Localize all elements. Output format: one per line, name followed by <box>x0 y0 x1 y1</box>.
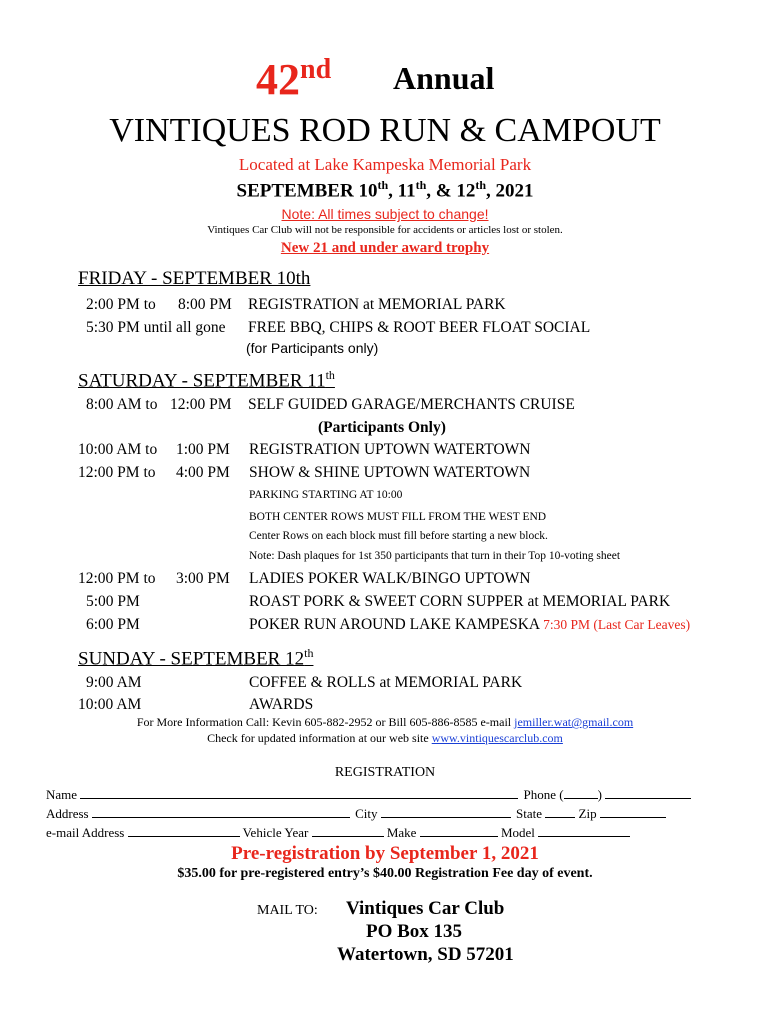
time-start: 5:00 PM <box>86 593 140 610</box>
time-start: 12:00 PM to <box>78 570 156 587</box>
time-start: 5:30 PM until all gone <box>86 319 226 336</box>
saturday-heading-text: SATURDAY - SEPTEMBER 11 <box>78 370 326 392</box>
city-field[interactable] <box>381 805 511 818</box>
anniversary-suffix: nd <box>300 54 332 85</box>
date-sup: th <box>377 178 389 192</box>
make-label: Make <box>386 825 417 840</box>
email-link[interactable]: jemiller.wat@gmail.com <box>514 715 634 729</box>
mail-city: Watertown, SD 57201 <box>337 944 514 965</box>
state-label: State <box>516 806 543 821</box>
date-sup: th <box>415 178 427 192</box>
parking-note: PARKING STARTING AT 10:00 <box>249 489 403 501</box>
time-start: 10:00 AM to <box>78 441 158 458</box>
sunday-heading-text: SUNDAY - SEPTEMBER 12 <box>78 648 305 670</box>
anniversary-number: 42 <box>256 55 300 104</box>
website-line <box>0 731 770 746</box>
date-part: , 11 <box>388 180 416 202</box>
contact-line <box>0 715 770 730</box>
award-note: New 21 and under award trophy <box>280 240 490 256</box>
event-dates <box>0 178 770 202</box>
date-part: SEPTEMBER 10 <box>236 180 378 202</box>
date-sup: th <box>475 178 486 192</box>
time-start: 6:00 PM <box>86 616 140 633</box>
address-label: Address <box>46 806 89 821</box>
registration-line-1 <box>46 786 691 803</box>
time-start: 9:00 AM <box>86 674 142 691</box>
website-text: Check for updated information at our web site <box>207 731 429 745</box>
name-field[interactable] <box>80 786 518 799</box>
event-desc: FREE BBQ, CHIPS & ROOT BEER FLOAT SOCIAL <box>248 319 591 336</box>
mail-to-label: MAIL TO: <box>257 903 318 918</box>
name-label: Name <box>46 787 78 802</box>
event-desc: REGISTRATION at MEMORIAL PARK <box>248 296 506 313</box>
phone-area-field[interactable] <box>564 786 598 799</box>
mail-name: Vintiques Car Club <box>346 898 505 919</box>
zip-label: Zip <box>578 806 597 821</box>
registration-line-3 <box>46 824 630 841</box>
event-desc: AWARDS <box>249 696 314 713</box>
event-desc: COFFEE & ROLLS at MEMORIAL PARK <box>249 674 523 691</box>
fees: $35.00 for pre-registered entry’s $40.00 Registration Fee day of event. <box>177 866 593 881</box>
heading-sup: th <box>304 646 314 660</box>
city-label: City <box>355 806 378 821</box>
heading-sup: th <box>325 368 335 382</box>
saturday-heading <box>78 368 335 392</box>
center-rows-note: BOTH CENTER ROWS MUST FILL FROM THE WEST END <box>249 511 547 523</box>
event-desc: LADIES POKER WALK/BINGO UPTOWN <box>249 570 531 587</box>
date-part: , & 12 <box>426 180 476 202</box>
last-car-time: 7:30 PM (Last Car Leaves) <box>543 617 691 632</box>
time-start: 10:00 AM <box>78 696 142 713</box>
time-end: 8:00 PM <box>178 296 232 313</box>
contact-text: For More Information Call: Kevin 605-882-2952 or Bill 605-886-8585 e-mail <box>136 715 512 729</box>
time-end: 3:00 PM <box>176 570 230 587</box>
time-end: 1:00 PM <box>176 441 230 458</box>
participants-only: (Participants Only) <box>318 419 446 436</box>
registration-title: REGISTRATION <box>334 765 436 780</box>
location: Located at Lake Kampeska Memorial Park <box>238 155 532 174</box>
event-desc <box>249 616 690 634</box>
make-field[interactable] <box>420 824 498 837</box>
prereg-deadline: Pre-registration by September 1, 2021 <box>231 843 539 864</box>
time-start: 2:00 PM to <box>86 296 156 313</box>
sunday-heading <box>78 646 313 670</box>
email-field[interactable] <box>128 824 240 837</box>
page-title: VINTIQUES ROD RUN & CAMPOUT <box>109 112 661 149</box>
vehicle-year-field[interactable] <box>312 824 384 837</box>
state-field[interactable] <box>545 805 575 818</box>
event-desc: SELF GUIDED GARAGE/MERCHANTS CRUISE <box>248 396 575 413</box>
disclaimer: Vintiques Car Club will not be responsible for accidents or articles lost or stolen. <box>207 224 563 236</box>
title-number <box>256 44 331 106</box>
vehicle-year-label: Vehicle Year <box>242 825 309 840</box>
phone-label: Phone ( <box>523 787 564 802</box>
date-part: , 2021 <box>486 180 534 202</box>
event-desc: REGISTRATION UPTOWN WATERTOWN <box>249 441 531 458</box>
website-link[interactable]: www.vintiquescarclub.com <box>431 731 563 745</box>
dash-plaque-note: Note: Dash plaques for 1st 350 participants that turn in their Top 10-voting sheet <box>249 550 621 562</box>
event-desc: SHOW & SHINE UPTOWN WATERTOWN <box>249 464 531 481</box>
event-desc: ROAST PORK & SWEET CORN SUPPER at MEMORIAL PARK <box>249 593 671 610</box>
friday-heading: FRIDAY - SEPTEMBER 10th <box>78 268 311 289</box>
email-label: e-mail Address <box>46 825 125 840</box>
model-label: Model <box>500 825 535 840</box>
mail-box: PO Box 135 <box>366 921 463 942</box>
time-end: 12:00 PM <box>170 396 232 413</box>
address-field[interactable] <box>92 805 350 818</box>
model-field[interactable] <box>538 824 630 837</box>
zip-field[interactable] <box>600 805 666 818</box>
participants-note: (for Participants only) <box>246 340 379 356</box>
phone-field[interactable] <box>605 786 691 799</box>
time-end: 4:00 PM <box>176 464 230 481</box>
change-note: Note: All times subject to change! <box>281 206 489 222</box>
registration-line-2 <box>46 805 666 822</box>
event-desc-text: POKER RUN AROUND LAKE KAMPESKA <box>249 616 540 633</box>
phone-close: ) <box>597 787 602 802</box>
block-note: Center Rows on each block must fill before starting a new block. <box>249 530 548 542</box>
time-start: 12:00 PM to <box>78 464 156 481</box>
time-start: 8:00 AM to <box>86 396 158 413</box>
annual-label: Annual <box>393 60 495 96</box>
